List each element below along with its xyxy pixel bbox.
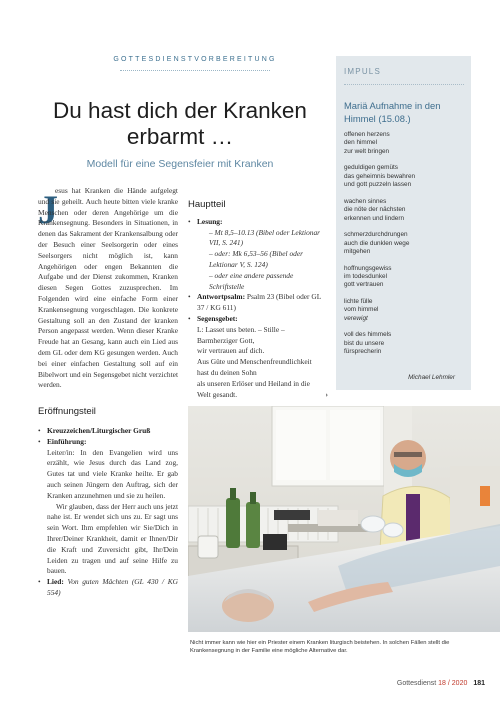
priest-with-patient-illustration xyxy=(188,406,500,632)
impuls-title: Mariä Aufnahme in den Himmel (15.08.) xyxy=(344,100,441,124)
poem-line: verewigt xyxy=(344,314,368,322)
poem-line: wachen sinnes xyxy=(344,197,387,205)
poem-line: zur welt bringen xyxy=(344,147,390,155)
poem-line: fürsprecherin xyxy=(344,348,382,356)
poem-line: auch die dunklen wege xyxy=(344,239,410,247)
list-item: • Einführung: xyxy=(38,437,178,448)
poem-line: die nöte der nächsten xyxy=(344,206,406,214)
poem-stanza xyxy=(344,231,469,256)
title-line-1: Du hast dich der Kranken xyxy=(53,98,307,123)
list-item: • Lied: Von guten Mächten (GL 430 / KG 554) xyxy=(38,577,178,599)
list-item: • Kreuzzeichen/Liturgischer Gruß xyxy=(38,426,178,437)
poem-line: voll des himmels xyxy=(344,331,392,339)
continue-arrow-icon: › xyxy=(325,389,328,399)
poem-line: erkennen und lindern xyxy=(344,214,405,222)
article-subtitle: Modell für eine Segensfeier mit Kranken xyxy=(86,158,274,170)
heading-eroeffnung: Eröffnungsteil xyxy=(38,406,96,418)
page-footer xyxy=(330,680,485,687)
intro-paragraph xyxy=(38,186,178,391)
poem-line: vom himmel xyxy=(344,306,379,314)
poem-line: und gott puzzeln lassen xyxy=(344,181,412,189)
heading-hauptteil: Hauptteil xyxy=(188,199,226,210)
poem-line: mitgehen xyxy=(344,248,371,256)
hauptteil-list xyxy=(188,217,328,401)
poem-stanza xyxy=(344,265,469,290)
drop-cap: J xyxy=(38,187,58,232)
lied-list xyxy=(38,577,178,599)
impuls-poem xyxy=(344,131,469,365)
poem-stanza xyxy=(344,164,469,189)
poem-line: lichte fülle xyxy=(344,298,373,306)
list-item: • Antwortpsalm: Psalm 23 (Bibel oder GL 37 / KG 611) xyxy=(188,292,328,314)
article-title xyxy=(30,98,330,150)
poem-stanza xyxy=(344,331,469,356)
list-item: • Lesung: – Mt 8,5–10.13 (Bibel oder Lektionar VII, S. 241) – oder: Mk 6,53–56 (Bibel oder Lektionar V, S. 124) – oder eine andere passende Schriftstelle xyxy=(188,217,328,293)
einfuehrung-text: Leiter/in: In den Evangelien wird uns erzählt, wie Jesus durch das Land zog, Gutes tat und viele Kranke heilte. Er gab auch seinen Jüngern den Auftrag, sich der Kranken anzunehmen und sie zu heilen. xyxy=(47,447,178,500)
poem-line: bist du unsere xyxy=(344,339,385,347)
photo-caption: Nicht immer kann wie hier ein Priester einem Kranken liturgisch beistehen. In solchen Fällen stellt die Krankensegnung in der Familie eine mögliche Alternative dar. xyxy=(190,640,450,655)
poem-line: im todesdunkel xyxy=(344,273,387,281)
issue-number: 18 / 2020 xyxy=(438,680,468,687)
poem-stanza xyxy=(344,198,469,223)
article-photo xyxy=(188,406,500,632)
poem-line: das geheimnis bewahren xyxy=(344,172,416,180)
impuls-label: IMPULS xyxy=(344,67,381,76)
poem-line: geduldigen gemüts xyxy=(344,164,399,172)
page-number: 181 xyxy=(473,680,485,687)
poem-line: offenen herzens xyxy=(344,131,390,138)
kicker-divider xyxy=(120,70,270,71)
middle-column xyxy=(188,200,328,400)
poem-line: den himmel xyxy=(344,139,378,147)
poem-stanza xyxy=(344,131,469,156)
title-line-2: erbarmt … xyxy=(126,124,234,149)
left-column xyxy=(38,186,178,599)
magazine-name: Gottesdienst xyxy=(396,680,437,687)
section-kicker: GOTTESDIENSTVORBEREITUNG xyxy=(113,56,277,63)
poem-line: hoffnungsgewiss xyxy=(344,264,392,272)
poem-stanza xyxy=(344,298,469,323)
list-item: • Segensgebet: L: Lasset uns beten. – Stille – Barmherziger Gott, wir vertrauen auf dich. Aus Güte und Menschenfreundlichkeit hast du deinen Sohn als unseren Erlöser und Heiland in die Welt gesandt. › xyxy=(188,314,328,400)
intro-text: esus hat Kranken die Hände aufgelegt und sie geheilt. Auch heute bitten viele kranke Menschen oder deren Angehörige um die Krankensegnung. Besonders in Situationen, in denen das Sakrament der Krankensalbung oder der Besuch einer Seelsorgerin oder eines Seelsorgers nicht möglich ist, kann Angehörigen oder engen Bekannten die Aufgabe und der Dienst zukommen, Kranken diesen Segen Gottes zuzusprechen. Im Folgenden wird eine einfache Form einer Krankensegnung vorgeschlagen. Die konkrete Gestaltung soll an den Zustand der kranken Person angepasst werden. Wenn dieser Kranke Freude hat an Gesang, kann auch ein Lied aus dem GL oder dem KG gesungen werden. Auch bei einer einfachen Gestaltung soll auf ein Bibelwort und ein Segensgebet nicht verzichtet werden. xyxy=(38,186,178,390)
poem-line: gott vertrauen xyxy=(344,281,384,289)
poem-author: Michael Lehmler xyxy=(408,374,455,381)
einfuehrung-text-2: Wir glauben, dass der Herr auch uns jetzt nahe ist. Er wendet sich uns zu. Er sagt uns sein Wort. Ihm empfehlen wir Sie/Dich in Ihrer/Deiner Krankheit, damit er Ihnen/Dir die Kraft und Zuversicht gibt, Ihr/Dein Leiden zu tragen und auf seine Hilfe zu bauen. xyxy=(47,501,179,576)
poem-line: schmerzdurchdrungen xyxy=(344,231,408,239)
impuls-divider xyxy=(344,84,464,85)
eroeffnung-list xyxy=(38,426,178,448)
